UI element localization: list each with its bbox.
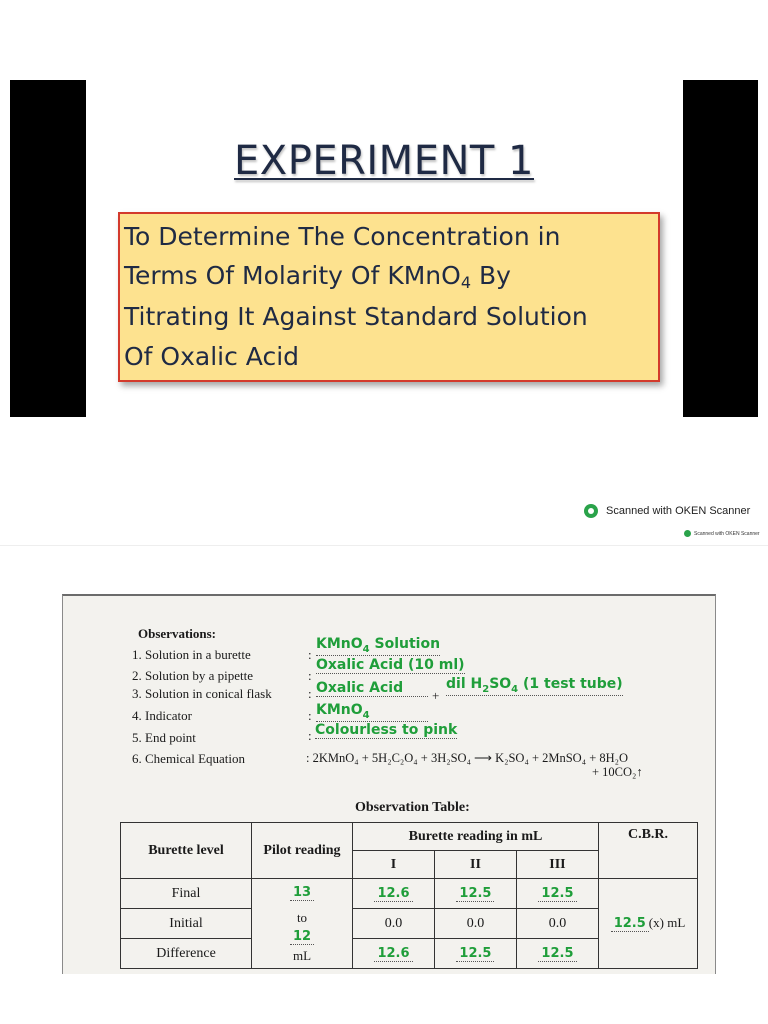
obs-value-4: KMnO$_4$ xyxy=(316,702,428,722)
scanner-watermark: Scanned with OKEN Scanner xyxy=(584,504,750,518)
table-row xyxy=(121,879,698,909)
final-run-2: 12.5 xyxy=(434,879,516,909)
colon: : xyxy=(308,708,312,723)
obs-label-6: 6. Chemical Equation xyxy=(132,751,246,766)
initial-run-2: 0.0 xyxy=(434,909,516,939)
scanner-logo-icon xyxy=(684,530,691,537)
obs-label-1: 1. Solution in a burette xyxy=(132,647,251,662)
slide-title: EXPERIMENT 1 xyxy=(234,138,534,184)
colon: : xyxy=(308,647,312,662)
initial-run-3: 0.0 xyxy=(516,909,598,939)
plus-sign: + xyxy=(432,688,440,703)
header-pilot-reading: Pilot reading xyxy=(252,823,353,879)
page-divider xyxy=(0,545,768,546)
row-label-initial: Initial xyxy=(121,909,252,939)
final-run-3: 12.5 xyxy=(516,879,598,909)
observations-heading: Observations: xyxy=(138,626,216,641)
final-run-1: 12.6 xyxy=(353,879,435,909)
scanner-logo-icon xyxy=(584,504,598,518)
obs-value-1: KMnO$_4$ Solution xyxy=(316,636,441,655)
header-run-1: I xyxy=(353,851,435,879)
header-run-2: II xyxy=(434,851,516,879)
letterbox-right xyxy=(683,80,758,417)
colon: : xyxy=(308,686,312,701)
pilot-to: to xyxy=(296,910,308,925)
initial-run-1: 0.0 xyxy=(353,909,435,939)
row-label-difference: Difference xyxy=(121,939,252,969)
pilot-low: 12 xyxy=(290,929,314,945)
obs-value-5: Colourless to pink xyxy=(315,722,458,738)
cbr-value: 12.5 xyxy=(611,916,649,932)
difference-run-2: 12.5 xyxy=(434,939,516,969)
pilot-high: 13 xyxy=(290,885,314,901)
letterbox-left xyxy=(10,80,86,417)
scanner-watermark-small: Scanned with OKEN Scanner xyxy=(684,530,760,537)
header-run-3: III xyxy=(516,851,598,879)
difference-run-3: 12.5 xyxy=(516,939,598,969)
pilot-reading-cell xyxy=(252,879,353,969)
row-label-final: Final xyxy=(121,879,252,909)
aim-line-3: Titrating It Against Standard Solution xyxy=(124,302,588,331)
cbr-cell xyxy=(599,879,698,969)
obs-label-2: 2. Solution by a pipette xyxy=(132,668,253,683)
pilot-unit: mL xyxy=(292,948,312,963)
chemical-equation: : 2KMnO₄ + 5H₂C₂O₄ + 3H₂SO₄ ⟶ K₂SO₄ + 2MnSO₄ + 8H₂O xyxy=(306,751,629,765)
obs-value-2: Oxalic Acid (10 ml) xyxy=(316,657,465,673)
colon: : xyxy=(308,668,312,683)
obs-label-5: 5. End point xyxy=(132,730,196,745)
header-burette-level: Burette level xyxy=(121,823,252,879)
difference-run-1: 12.6 xyxy=(353,939,435,969)
aim-line-2: Terms Of Molarity Of KMnO$_4$ By xyxy=(124,261,511,292)
obs-value-3: Oxalic Acid xyxy=(316,680,428,697)
observation-table xyxy=(120,822,698,969)
aim-line-1: To Determine The Concentration in xyxy=(124,222,561,251)
header-burette-reading: Burette reading in mL xyxy=(353,823,599,851)
obs-label-3: 3. Solution in conical flask xyxy=(132,686,272,701)
obs-value-3-extra: dil $H_2SO_4$ (1 test tube) xyxy=(446,676,623,695)
obs-label-4: 4. Indicator xyxy=(132,708,192,723)
chemical-equation-line2: + 10CO₂↑ xyxy=(592,765,643,779)
cbr-unit: (x) mL xyxy=(648,915,686,930)
aim-line-4: Of Oxalic Acid xyxy=(124,342,300,371)
colon: : xyxy=(308,728,312,743)
header-cbr: C.B.R. xyxy=(599,823,698,879)
table-title: Observation Table: xyxy=(355,800,470,815)
